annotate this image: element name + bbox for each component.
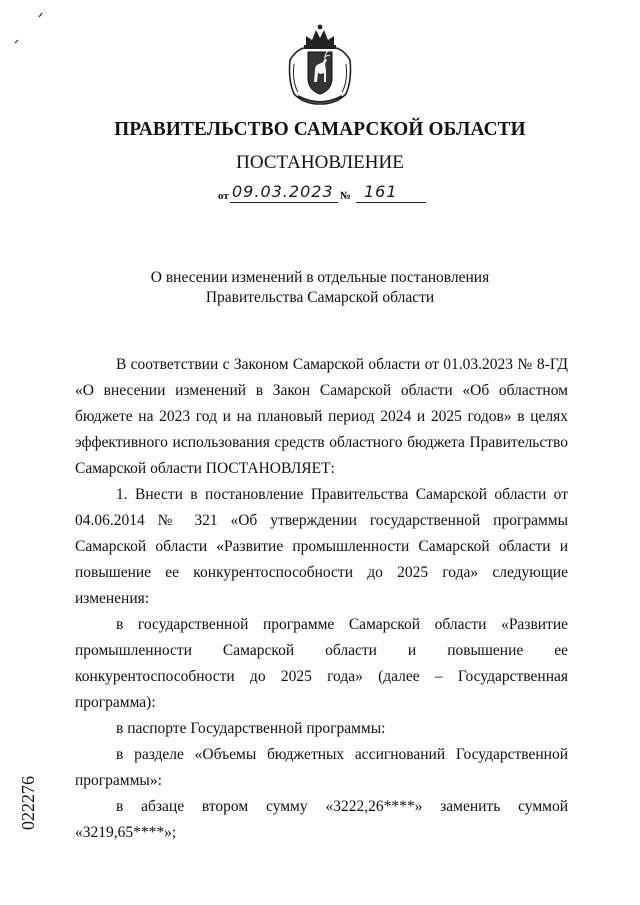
document-number-line <box>218 182 438 206</box>
subject-line-1: О внесении изменений в отдельные постановления <box>150 269 490 286</box>
number-label: № <box>340 190 352 202</box>
samara-coat-of-arms-icon <box>284 20 356 106</box>
paragraph-program: в государственной программе Самарской области «Развитие промышленности Самарской области и повышение ее конкурентоспособности до 2025 года» (далее – Государственная программа): <box>75 616 568 711</box>
scan-mark <box>14 38 20 44</box>
paragraph-item-1: 1. Внести в постановление Правительства Самарской области от 04.06.2014 № 321 «Об утверждении государственной программы Самарской области «Развитие промышленности Самарской области и повышение ее конкурентоспособности до 2025 года» следующие изменения: <box>75 486 568 607</box>
organization-title: ПРАВИТЕЛЬСТВО САМАРСКОЙ ОБЛАСТИ <box>114 118 526 140</box>
subject-line-2: Правительства Самарской области <box>205 289 435 306</box>
paragraph-section: в разделе «Объемы бюджетных ассигнований Государственной программы»: <box>75 746 568 789</box>
margin-stamp-number: 022276 <box>18 776 38 830</box>
document-body <box>75 352 568 846</box>
scan-mark <box>38 12 44 18</box>
number-underline <box>356 202 426 203</box>
document-type: ПОСТАНОВЛЕНИЕ <box>236 152 404 173</box>
document-subject <box>0 268 640 308</box>
paragraph-preamble: В соответствии с Законом Самарской области от 01.03.2023 № 8-ГД «О внесении изменений в Закон Самарской области «Об областном бюджете на 2023 год и на плановый период 2024 и 2025 годов» в целях эффективного использования средств областного бюджета Правительство Самарской области ПОСТАНОВЛЯЕТ: <box>75 356 568 477</box>
number-value: 161 <box>364 182 398 201</box>
date-label: от <box>218 190 229 202</box>
date-value: 09.03.2023 <box>232 182 334 201</box>
paragraph-passport: в паспорте Государственной программы: <box>116 720 386 737</box>
date-underline <box>230 202 338 203</box>
paragraph-amount: в абзаце втором сумму «3222,26****» заменить суммой «3219,65****»; <box>75 798 568 841</box>
